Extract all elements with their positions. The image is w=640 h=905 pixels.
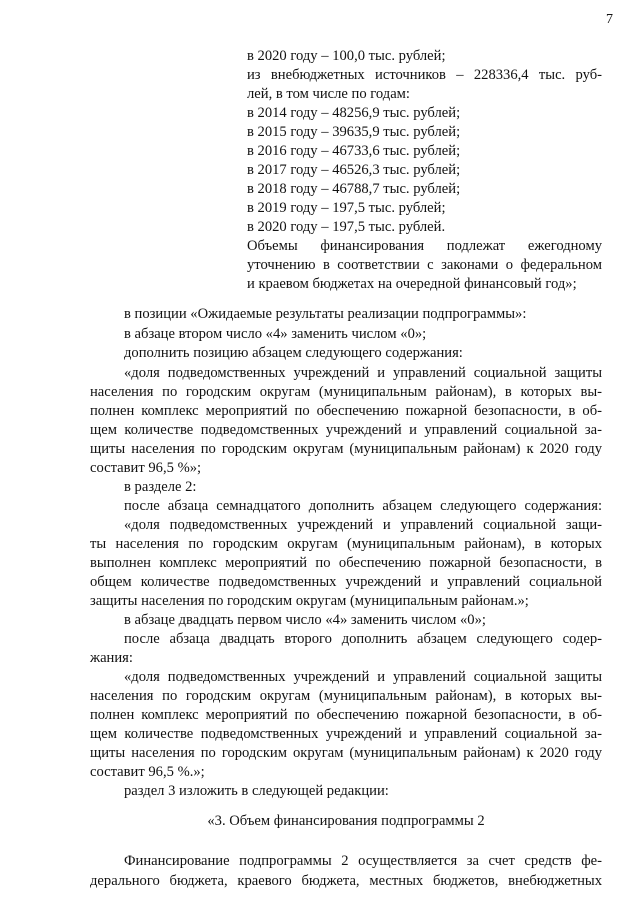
body-line: дополнить позицию абзацем следующего содержания: <box>124 345 463 361</box>
body-line: «доля подведомственных учреждений и управлений социальной защи- <box>124 517 602 533</box>
body-line: щем количестве подведомственных учреждений и управлений социальной за- <box>90 422 602 438</box>
column-line: и краевом бюджетах на очередной финансовый год»; <box>247 276 577 292</box>
column-line: в 2020 году – 100,0 тыс. рублей; <box>247 48 446 64</box>
body-line: жания: <box>90 650 133 666</box>
body-line: составит 96,5 %.»; <box>90 764 205 780</box>
body-line: общем количестве подведомственных учреждений и управлений социальной <box>90 574 602 590</box>
column-line: в 2014 году – 48256,9 тыс. рублей; <box>247 105 461 121</box>
body-line: в абзаце двадцать первом число «4» заменить числом «0»; <box>124 612 486 628</box>
body-line: «доля подведомственных учреждений и управлений социальной защиты <box>124 365 602 381</box>
body-line: после абзаца двадцать второго дополнить абзацем следующего содер- <box>124 631 602 647</box>
body-line: раздел 3 изложить в следующей редакции: <box>124 783 389 799</box>
body-line: после абзаца семнадцатого дополнить абзацем следующего содержания: <box>124 498 602 514</box>
body-line: дерального бюджета, краевого бюджета, местных бюджетов, внебюджетных <box>90 873 602 889</box>
body-line: населения по городским округам (муниципальным районам), в которых вы- <box>90 688 602 704</box>
body-line: полнен комплекс мероприятий по обеспечению пожарной безопасности, в об- <box>90 707 602 723</box>
column-line: в 2019 году – 197,5 тыс. рублей; <box>247 200 446 216</box>
body-line: в разделе 2: <box>124 479 197 495</box>
column-line: в 2018 году – 46788,7 тыс. рублей; <box>247 181 461 197</box>
body-line: щиты населения по городским округам (муниципальным районам) к 2020 году <box>90 441 602 457</box>
body-line: Финансирование подпрограммы 2 осуществляется за счет средств фе- <box>124 853 602 869</box>
body-line: защиты населения по городским округам (муниципальным районам.»; <box>90 593 529 609</box>
body-line: в позиции «Ожидаемые результаты реализации подпрограммы»: <box>124 306 527 322</box>
body-line: ты населения по городским округам (муниципальным районам), в которых <box>90 536 602 552</box>
column-line: в 2015 году – 39635,9 тыс. рублей; <box>247 124 461 140</box>
body-line: в абзаце втором число «4» заменить числом «0»; <box>124 326 427 342</box>
body-line: «доля подведомственных учреждений и управлений социальной защиты <box>124 669 602 685</box>
column-line: в 2016 году – 46733,6 тыс. рублей; <box>247 143 461 159</box>
body-line: щиты населения по городским округам (муниципальным районам) к 2020 году <box>90 745 602 761</box>
section-heading: «3. Объем финансирования подпрограммы 2 <box>207 813 485 829</box>
body-line: полнен комплекс мероприятий по обеспечению пожарной безопасности, в об- <box>90 403 602 419</box>
body-line: населения по городским округам (муниципальным районам), в которых вы- <box>90 384 602 400</box>
column-line: лей, в том числе по годам: <box>247 86 410 102</box>
body-line: составит 96,5 %»; <box>90 460 202 476</box>
column-line: Объемы финансирования подлежат ежегодному <box>247 238 602 254</box>
column-line: из внебюджетных источников – 228336,4 тыс. руб- <box>247 67 602 83</box>
column-line: в 2017 году – 46526,3 тыс. рублей; <box>247 162 461 178</box>
page-number: 7 <box>606 12 613 27</box>
column-line: уточнению в соответствии с законами о федеральном <box>247 257 602 273</box>
body-line: щем количестве подведомственных учреждений и управлений социальной за- <box>90 726 602 742</box>
body-line: выполнен комплекс мероприятий по обеспечению пожарной безопасности, в <box>90 555 602 571</box>
column-line: в 2020 году – 197,5 тыс. рублей. <box>247 219 446 235</box>
